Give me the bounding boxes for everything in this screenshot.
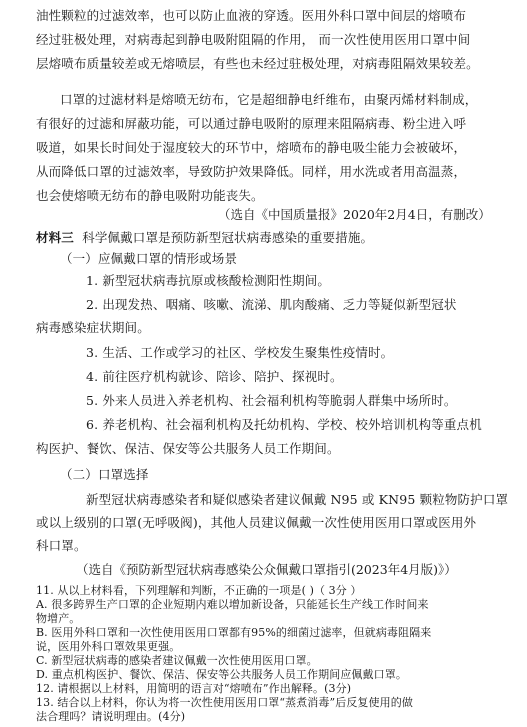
section1-item-4: 4. 前往医疗机构就诊、陪诊、陪护、探视时。 xyxy=(86,369,343,384)
option-a: A. 很多跨界生产口罩的企业短期内难以增加新设备，只能延长生产线工作时间来 xyxy=(36,598,429,611)
passage-para2-line-2: 有很好的过滤和屏蔽功能，可以通过静电吸附的原理来阻隔病毒、粉尘进入呼 xyxy=(36,116,467,131)
section1-item-6: 6. 养老机构、社会福利机构及托幼机构、学校、校外培训机构等重点机 xyxy=(86,417,482,432)
section1-item-2-cont: 病毒感染症状期间。 xyxy=(36,320,150,335)
passage-para2-line-4: 从而降低口罩的过滤效率，导致防护效果降低。同样，用水洗或者用高温蒸， xyxy=(36,164,467,179)
passage-para2-line-3: 吸道，如果长时间处于湿度较大的环节中，熔喷布的静电吸尘能力会被破坏， xyxy=(36,140,467,155)
option-b: B. 医用外科口罩和一次性使用医用口罩都有95%的细菌过滤率，但就病毒阻隔来 xyxy=(36,626,432,639)
question-12: 12. 请根据以上材料，用简明的语言对“熔喷布”作出解释。(3分) xyxy=(36,682,352,695)
section1-item-3: 3. 生活、工作或学习的社区、学校发生聚集性疫情时。 xyxy=(86,345,394,360)
material-three-intro: 科学佩戴口罩是预防新型冠状病毒感染的重要措施。 xyxy=(82,230,374,245)
question-13: 13. 结合以上材料，你认为将一次性使用医用口罩“蒸煮消毒”后反复使用的做 xyxy=(36,696,413,709)
passage-line-2: 经过驻极处理，对病毒起到静电吸附阻隔的作用， 而一次性使用医用口罩中间 xyxy=(36,32,471,47)
section1-item-1: 1. 新型冠状病毒抗原或核酸检测阳性期间。 xyxy=(86,273,331,288)
passage-line-3: 层熔喷布质量较差或无熔喷层，有些也未经过驻极处理，对病毒阻隔效果较差。 xyxy=(36,56,479,71)
section1-item-5: 5. 外来人员进入养老机构、社会福利机构等脆弱人群集中场所时。 xyxy=(86,393,457,408)
section2-title: （二）口罩选择 xyxy=(60,467,149,482)
passage-para2-line-5: 也会使熔喷无纺布的静电吸附功能丧失。 xyxy=(36,188,264,203)
question-11: 11. 从以上材料看，下列理解和判断，不正确的一项是( )（ 3分 ） xyxy=(36,584,362,597)
option-a-cont: 物增产。 xyxy=(36,612,81,625)
option-c: C. 新型冠状病毒的感染者建议佩戴一次性使用医用口罩。 xyxy=(36,654,318,667)
passage-para2-line-1: 口罩的过滤材料是熔喷无纺布，它是超细静电纤维布，由聚丙烯材料制成， xyxy=(60,92,478,107)
passage-line-1: 油性颗粒的过滤效率，也可以防止血液的穿透。医用外科口罩中间层的熔喷布 xyxy=(36,8,467,23)
section1-title: （一）应佩戴口罩的情形或场景 xyxy=(60,251,238,266)
section2-line-3: 科口罩。 xyxy=(36,538,87,553)
section1-item-2: 2. 出现发热、咽痛、咳嗽、流涕、肌肉酸痛、乏力等疑似新型冠状 xyxy=(86,297,457,312)
option-b-cont: 说，医用外科口罩效果更强。 xyxy=(36,640,181,653)
section2-line-2: 或以上级别的口罩(无呼吸阀)，其他人员建议佩戴一次性使用医用口罩或医用外 xyxy=(36,515,477,530)
material-three-heading xyxy=(36,228,373,246)
question-13-cont: 法合理吗？请说明理由。(4分) xyxy=(36,710,186,723)
material-three-label: 材料三 xyxy=(36,230,74,245)
option-d: D. 重点机构医护、餐饮、保洁、保安等公共服务人员工作期间应佩戴口罩。 xyxy=(36,668,407,681)
section1-item-6-cont: 构医护、餐饮、保洁、保安等公共服务人员工作期间。 xyxy=(36,441,340,456)
passage-two-source: （选自《中国质量报》2020年2月4日，有删改） xyxy=(218,207,491,222)
section2-line-1: 新型冠状病毒感染者和疑似感染者建议佩戴 N95 或 KN95 颗粒物防护口罩 xyxy=(86,492,509,507)
material-three-source: （选自《预防新型冠状病毒感染公众佩戴口罩指引(2023年4月版)》） xyxy=(76,562,457,577)
